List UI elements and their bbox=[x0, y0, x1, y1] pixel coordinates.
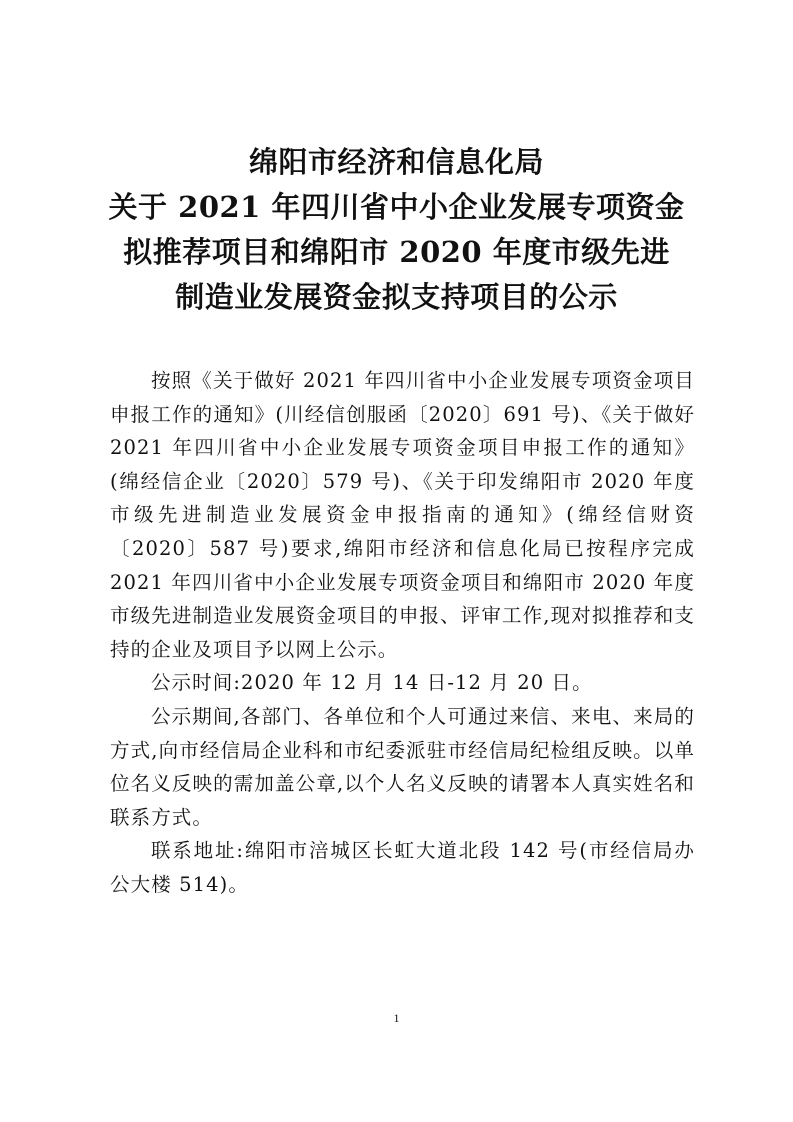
paragraph-feedback-channels: 公示期间,各部门、各单位和个人可通过来信、来电、来局的方式,向市经信局企业科和市纪委派驻市经信局纪检组反映。以单位名义反映的需加盖公章,以个人名义反映的请署本人真实姓名和联系方式。 bbox=[110, 704, 695, 829]
title-line-1: 绵阳市经济和信息化局 bbox=[248, 145, 544, 179]
title-line-4: 制造业发展资金拟支持项目的公示 bbox=[175, 280, 618, 314]
title-line-3: 拟推荐项目和绵阳市 2020 年度市级先进 bbox=[123, 235, 670, 269]
paragraph-publicity-period: 公示时间:2020 年 12 月 14 日-12 月 20 日。 bbox=[150, 671, 593, 695]
title-line-2: 关于 2021 年四川省中小企业发展专项资金 bbox=[108, 190, 685, 224]
document-title bbox=[60, 140, 733, 320]
document-body bbox=[110, 364, 695, 902]
paragraph-basis: 按照《关于做好 2021 年四川省中小企业发展专项资金项目申报工作的通知》(川经信创服函〔2020〕691 号)、《关于做好 2021 年四川省中小企业发展专项资金项目申报工作的通知》(绵经信企业〔2020〕579 号)、《关于印发绵阳市 2020 年度市级先进制造业发展资金申报指南的通知》(绵经信财资〔2020〕587 号)要求,绵阳市经济和信息化局已按程序完成 2021 年四川省中小企业发展专项资金项目和绵阳市 2020 年度市级先进制造业发展资金项目的申报、评审工作,现对拟推荐和支持的企业及项目予以网上公示。 bbox=[110, 369, 695, 661]
page-number: 1 bbox=[393, 1011, 400, 1025]
paragraph-contact-address: 联系地址:绵阳市涪城区长虹大道北段 142 号(市经信局办公大楼 514)。 bbox=[110, 839, 695, 896]
